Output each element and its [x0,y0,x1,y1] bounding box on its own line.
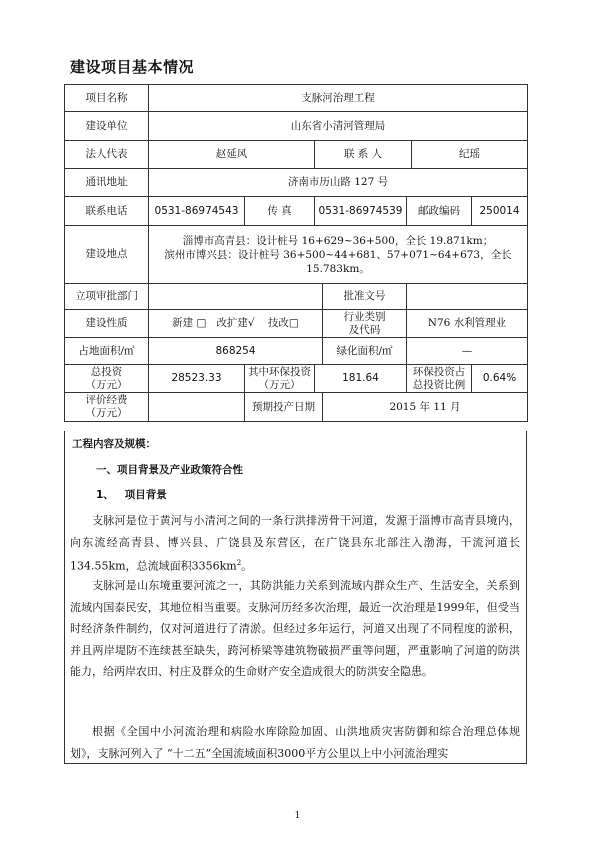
label-env-ratio [407,365,472,393]
value-project-name: 支脉河治理工程 [149,85,528,112]
label-green [323,338,407,365]
value-env-ratio: 0.64% [472,365,528,393]
page-number: 1 [294,811,301,821]
label-industry [323,310,407,338]
label-env-invest [245,365,315,393]
label-env-ratio-line-2: 总投资比例 [412,378,466,391]
location-line-2: 滨州市博兴县：设计桩号 36+500~44+681、57+071~64+673，全长 [164,248,512,261]
label-unit: 建设单位 [65,112,149,141]
value-approval [149,284,323,310]
label-fax: 传 真 [245,197,315,226]
label-green-text: 绿化面积/㎡ [336,344,393,357]
value-unit: 山东省小清河管理局 [149,112,528,141]
label-evaluation-line-2: （万元） [85,407,128,419]
label-location: 建设地点 [65,226,149,284]
label-legal: 法人代表 [65,141,149,169]
value-green: — [407,338,528,365]
value-invest: 28523.33 [149,365,245,393]
value-env-invest: 181.64 [315,365,407,393]
label-industry-line-1: 行业类别 [343,310,386,323]
value-zip: 250014 [472,197,528,226]
value-legal: 赵延风 [149,141,315,169]
value-location [149,226,528,284]
content-heading: 工程内容及规模： [72,438,156,450]
value-nature: 新建 □ 改扩建√ 技改□ [149,310,323,338]
value-address: 济南市历山路 127 号 [149,169,528,197]
value-date: 2015 年 11 月 [323,393,528,422]
label-zip: 邮政编码 [407,197,472,226]
label-project-name: 项目名称 [65,85,149,112]
label-invest-line-2: （万元） [85,378,128,391]
paragraph-1-sup: 2 [236,559,242,568]
label-evaluation [65,393,149,422]
value-approval-doc [407,284,528,310]
label-approval: 立项审批部门 [65,284,149,310]
label-contact: 联 系 人 [315,141,412,169]
label-invest [65,365,149,393]
label-approval-doc: 批准文号 [323,284,407,310]
paragraph-3: 根据《全国中小河流治理和病险水库除险加固、山洪地质灾害防御和综合治理总体规划》，支脉河列入了 “十二五”全国流域面积3000平方公里以上中小河流治理实 [70,725,520,760]
label-phone: 联系电话 [65,197,149,226]
location-line-3: 15.783km。 [306,262,370,275]
label-invest-line-1: 总投资 [90,365,123,378]
label-env-invest-line-1: 其中环保投资 [248,365,311,378]
value-phone: 0531-86974543 [149,197,245,226]
sub-heading-1: 1、 项目背景 [96,489,167,501]
value-industry: N76 水利管理业 [407,310,528,338]
paragraph-1-end: 。 [241,559,253,573]
page-title: 建设项目基本情况 [70,58,195,76]
paragraph-1-text: 支脉河是位于黄河与小清河之间的一条行洪排涝骨干河道，发源于淄博市高青县境内，向东流经高青县、博兴县、广饶县及东营区，在广饶县东北部注入渤海，干流河道长134.55km，总流域面积3356km [70,514,520,573]
section-heading-1: 一、项目背景及产业政策符合性 [96,464,243,476]
label-nature: 建设性质 [65,310,149,338]
label-env-ratio-line-1: 环保投资占 [412,365,466,378]
value-area: 868254 [149,338,323,365]
label-env-invest-line-2: （万元） [258,378,301,391]
value-fax: 0531-86974539 [315,197,407,226]
location-line-1: 淄博市高青县：设计桩号 16+629~36+500，全长 19.871km； [182,234,494,247]
project-info-table [64,84,528,422]
value-evaluation [149,393,245,422]
label-area: 占地面积/㎡ [65,338,149,365]
paragraph-1 [70,510,520,577]
label-date: 预期投产日期 [245,393,323,422]
label-address: 通讯地址 [65,169,149,197]
label-evaluation-line-1: 评价经费 [85,394,128,406]
value-contact: 纪瑶 [412,141,528,169]
label-industry-line-2: 及代码 [348,323,381,336]
paragraph-2: 支脉河是山东境重要河流之一，其防洪能力关系到流域内群众生产、生活安全，关系到流域内国泰民安，其地位相当重要。支脉河历经多次治理，最近一次治理是1999年，但受当时经济条件制约，仅对河道进行了清淤。但经过多年运行，河道又出现了不同程度的淤积，并且两岸堤防不连续甚至缺失，跨河桥梁等建筑物破损严重等问题，严重影响了河道的防洪能力，给两岸农田、村庄及群众的生命财产安全造成很大的防洪安全隐患。 [70,579,520,679]
